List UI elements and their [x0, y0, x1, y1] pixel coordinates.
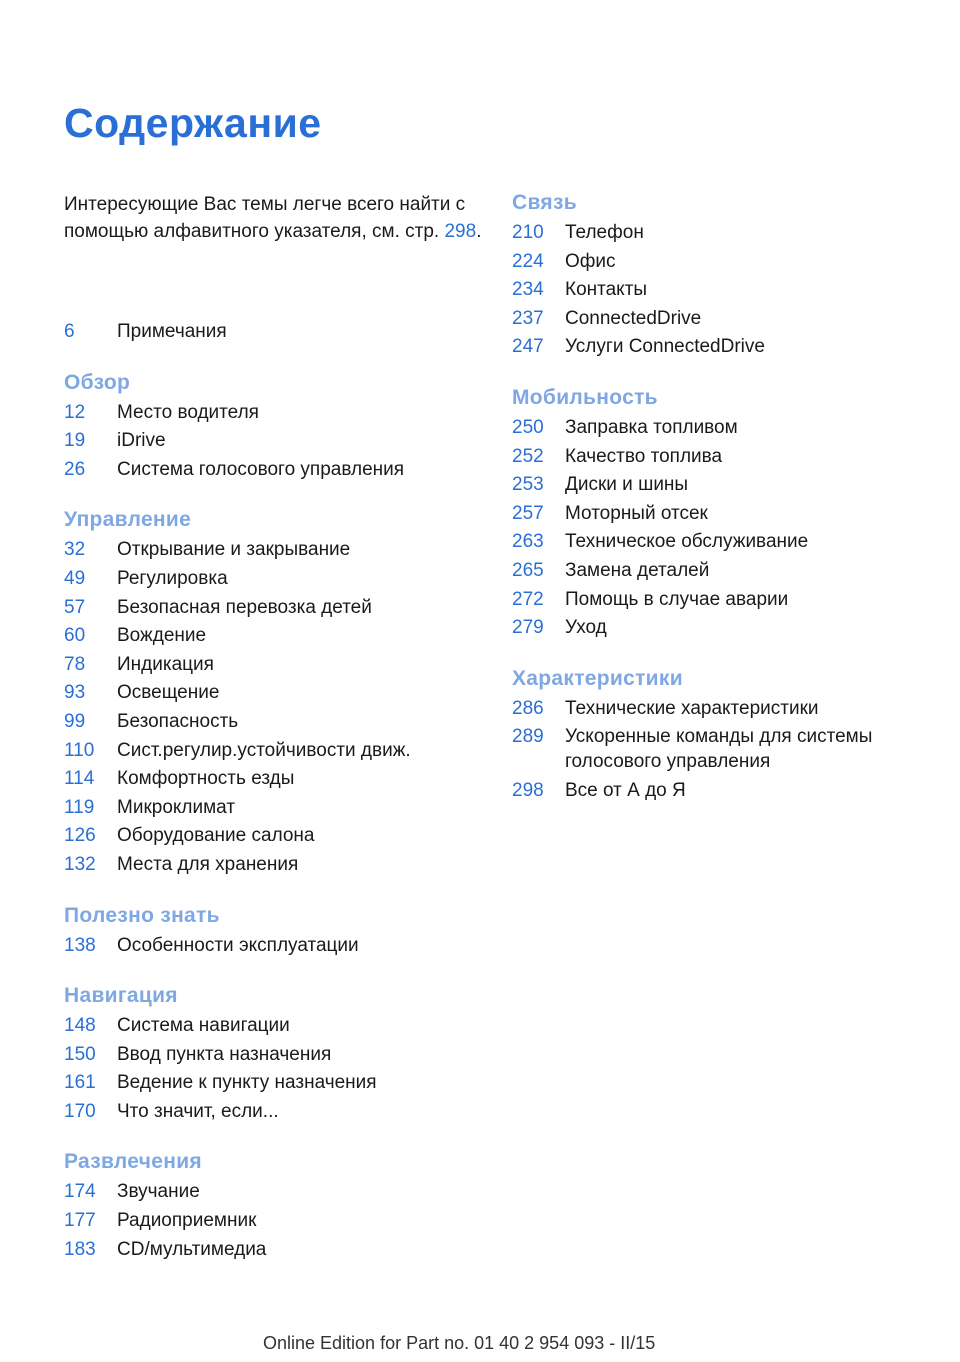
section-heading: Связь: [512, 191, 577, 214]
toc-entry[interactable]: [64, 317, 484, 346]
toc-entry-label: Ввод пункта назначения: [117, 1043, 332, 1065]
toc-entry[interactable]: [64, 707, 484, 736]
toc-entry-label: Особенности эксплуатации: [117, 934, 359, 956]
toc-entry-label: CD/мультимедиа: [117, 1238, 267, 1260]
toc-entry-label: Звучание: [117, 1181, 200, 1203]
toc-page-number[interactable]: 253: [512, 474, 544, 496]
toc-entry-label: Уход: [565, 617, 607, 639]
toc-entry[interactable]: [512, 413, 912, 442]
toc-entry-label: Радиоприемник: [117, 1210, 257, 1232]
toc-entry-label: Освещение: [117, 682, 220, 704]
toc-page-number[interactable]: 99: [64, 710, 86, 732]
section-heading: Мобильность: [512, 385, 658, 409]
toc-entry-label: iDrive: [117, 430, 166, 452]
toc-page-number[interactable]: 210: [512, 222, 544, 243]
toc-entry[interactable]: [64, 1097, 484, 1126]
toc-entry[interactable]: [512, 218, 912, 247]
toc-page-number[interactable]: 250: [512, 416, 544, 438]
toc-page-number[interactable]: 26: [64, 458, 86, 480]
intro-text: [64, 191, 494, 245]
toc-entry[interactable]: [64, 593, 484, 622]
toc-entry-label: Регулировка: [117, 567, 228, 589]
toc-entry[interactable]: [64, 821, 484, 850]
toc-page-number[interactable]: 161: [64, 1072, 96, 1094]
toc-page-number[interactable]: 132: [64, 853, 96, 875]
toc-entry[interactable]: [512, 275, 912, 304]
toc-entry-label: Что значит, если...: [117, 1100, 279, 1122]
toc-entry[interactable]: [512, 527, 912, 556]
section-heading: Обзор: [64, 370, 131, 394]
toc-page-number[interactable]: 93: [64, 682, 86, 704]
toc-entry-label: Контакты: [565, 279, 648, 301]
toc-page-number[interactable]: 234: [512, 279, 544, 301]
toc-entry-label: Замена деталей: [565, 559, 710, 581]
toc-section: [64, 981, 484, 1125]
toc-entry-label: Заправка топливом: [565, 416, 738, 438]
toc-left-column: [64, 317, 484, 1285]
toc-page-number[interactable]: 252: [512, 445, 544, 467]
toc-entry-label: Комфортность езды: [117, 768, 295, 790]
toc-entry-label: Услуги ConnectedDrive: [565, 336, 765, 358]
toc-entry[interactable]: [512, 304, 912, 333]
toc-page-number[interactable]: 289: [512, 726, 544, 748]
toc-entry-label: Открывание и закрывание: [117, 539, 351, 561]
toc-entry-label: Техническое обслуживание: [565, 531, 809, 553]
toc-entry-label: Места для хранения: [117, 853, 299, 875]
toc-page-number[interactable]: 32: [64, 539, 86, 561]
toc-entry[interactable]: [64, 736, 484, 765]
toc-entry[interactable]: [64, 535, 484, 564]
toc-page-number[interactable]: 174: [64, 1181, 96, 1203]
toc-page-number[interactable]: 272: [512, 588, 544, 610]
toc-page-number[interactable]: 138: [64, 934, 96, 956]
toc-entry[interactable]: [512, 722, 912, 776]
toc-entry-label: Микроклимат: [117, 796, 236, 818]
toc-page-number[interactable]: 279: [512, 617, 544, 639]
toc-section: [64, 505, 484, 878]
toc-entry[interactable]: [64, 1068, 484, 1097]
toc-page-number[interactable]: 57: [64, 596, 86, 618]
toc-entry[interactable]: [64, 621, 484, 650]
toc-entry[interactable]: [64, 793, 484, 822]
toc-page-number[interactable]: 265: [512, 559, 544, 581]
intro-end: .: [476, 221, 482, 242]
toc-page-number[interactable]: 78: [64, 653, 86, 675]
toc-entry[interactable]: [64, 931, 484, 960]
toc-entry[interactable]: [64, 1177, 484, 1206]
toc-entry[interactable]: [512, 442, 912, 471]
toc-entry[interactable]: [64, 850, 484, 879]
toc-entry-label: Система голосового управления: [117, 458, 405, 480]
toc-right-column: [512, 188, 912, 827]
toc-entry-label: Качество топлива: [565, 445, 723, 467]
toc-entry-label: Вождение: [117, 625, 207, 647]
toc-page-number[interactable]: 19: [64, 430, 86, 452]
toc-entry[interactable]: [512, 613, 912, 642]
toc-page-number[interactable]: 60: [64, 625, 86, 647]
toc-entry-label: ConnectedDrive: [565, 307, 702, 329]
toc-entry-label: Офис: [565, 250, 616, 272]
toc-page-number[interactable]: 183: [64, 1238, 96, 1260]
intro-page-link[interactable]: 298: [444, 221, 477, 242]
toc-page-number[interactable]: 257: [512, 502, 544, 524]
toc-entry[interactable]: [512, 694, 912, 723]
toc-page-number[interactable]: 170: [64, 1100, 96, 1122]
toc-entry-label: Помощь в случае аварии: [565, 588, 789, 610]
toc-page-number[interactable]: 224: [512, 250, 544, 272]
toc-page-number[interactable]: 177: [64, 1210, 96, 1232]
toc-entry[interactable]: [64, 1040, 484, 1069]
toc-entry[interactable]: [64, 764, 484, 793]
toc-page-number[interactable]: 12: [64, 401, 86, 423]
toc-entry[interactable]: [64, 678, 484, 707]
toc-entry-label: Сист.регулир.устойчивости движ.: [117, 739, 411, 761]
toc-entry[interactable]: [512, 470, 912, 499]
toc-section: [64, 1147, 484, 1263]
toc-section: [512, 664, 912, 805]
toc-entry[interactable]: [64, 1011, 484, 1040]
toc-entry[interactable]: [64, 564, 484, 593]
section-heading: Характеристики: [512, 666, 683, 690]
toc-entry[interactable]: [64, 1235, 484, 1264]
page-title: Содержание: [64, 100, 322, 146]
toc-entry-label: Место водителя: [117, 401, 259, 423]
toc-entry[interactable]: [512, 585, 912, 614]
toc-entry-label: Индикация: [117, 653, 214, 675]
toc-page-number[interactable]: 237: [512, 307, 544, 329]
section-heading: Полезно знать: [64, 903, 220, 927]
toc-entry-label: Система навигации: [117, 1015, 290, 1037]
toc-entry[interactable]: [512, 776, 912, 805]
section-heading: Управление: [64, 508, 192, 532]
toc-entry-label: Ведение к пункту назначения: [117, 1072, 377, 1094]
toc-entry-label: Безопасность: [117, 710, 239, 732]
toc-section: [512, 383, 912, 642]
toc-entry-label: Моторный отсек: [565, 502, 708, 524]
toc-entry-label: Безопасная перевозка детей: [117, 596, 372, 618]
toc-page-number[interactable]: 126: [64, 825, 96, 847]
toc-entry-label: Технические характеристики: [565, 697, 819, 719]
toc-section: [64, 901, 484, 960]
toc-page-number[interactable]: 247: [512, 336, 544, 358]
intro-body: Интересующие Вас темы легче всего найти с помощью алфавитного указателя, см. стр.: [64, 194, 466, 242]
toc-entry-label: Телефон: [565, 222, 644, 243]
toc-entry[interactable]: [512, 247, 912, 276]
toc-entry-label: Оборудование салона: [117, 825, 315, 847]
section-heading: Развлечения: [64, 1150, 202, 1174]
toc-entry[interactable]: [64, 650, 484, 679]
toc-entry[interactable]: [64, 455, 484, 484]
toc-page-number[interactable]: 119: [64, 796, 95, 818]
toc-section: [64, 368, 484, 484]
toc-page-number[interactable]: 114: [64, 768, 95, 790]
toc-page-number[interactable]: 263: [512, 531, 544, 553]
toc-entry-label: Ускоренные команды для системы голосового управления: [565, 726, 873, 773]
toc-entry-label: Все от А до Я: [565, 779, 686, 801]
toc-entry[interactable]: [512, 499, 912, 528]
section-heading: Навигация: [64, 984, 178, 1008]
toc-entry[interactable]: [512, 332, 912, 361]
toc-page-number[interactable]: 6: [64, 321, 75, 342]
footer-edition: Online Edition for Part no. 01 40 2 954 093 - II/15: [263, 1333, 656, 1353]
toc-section: [64, 317, 484, 346]
toc-page-number[interactable]: 298: [512, 779, 544, 801]
toc-entry-label: Диски и шины: [565, 474, 689, 496]
toc-section: [512, 188, 912, 361]
toc-entry-label: Примечания: [117, 321, 227, 342]
toc-entry[interactable]: [512, 556, 912, 585]
toc-page-number[interactable]: 148: [64, 1015, 96, 1037]
toc-page-number[interactable]: 150: [64, 1043, 96, 1065]
toc-entry[interactable]: [64, 398, 484, 427]
toc-page-number[interactable]: 49: [64, 567, 86, 589]
toc-page-number[interactable]: 110: [64, 739, 95, 761]
toc-entry[interactable]: [64, 426, 484, 455]
toc-page-number[interactable]: 286: [512, 697, 544, 719]
toc-entry[interactable]: [64, 1206, 484, 1235]
